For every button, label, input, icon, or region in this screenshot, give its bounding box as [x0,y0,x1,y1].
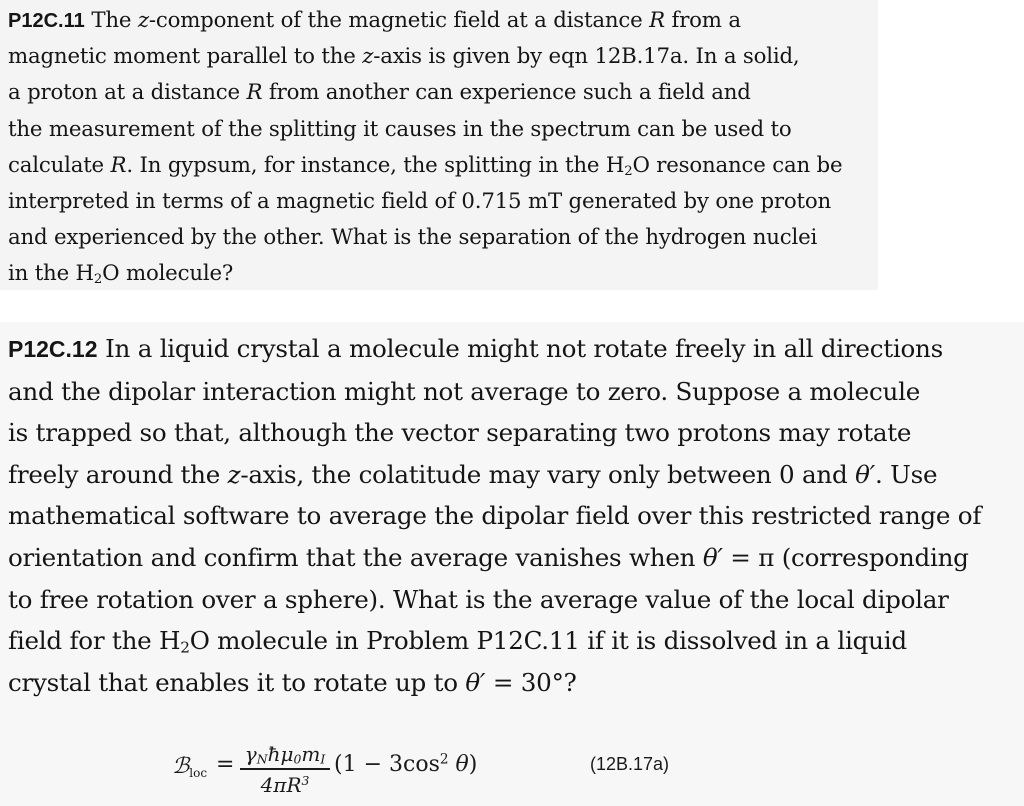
problem-line: calculate R. In gypsum, for instance, the splitting in the $H_2O$ resonance can be [8,152,843,179]
equation-reference: (12B.17a) [590,754,670,774]
equation-12b17a [172,742,692,798]
angular-factor: ($1 - 3\cos^2$ θ) [334,751,478,777]
equation-lhs [172,754,207,779]
problem-id: P12C.11 [8,10,85,32]
fraction-bar [240,768,330,770]
b-loc-subscript: loc [189,766,208,780]
fraction-denominator: $4\pi R^3$ [260,772,310,797]
problem-line: is trapped so that, although the vector separating two protons may rotate [8,418,912,448]
problem-p12c11-text [8,3,874,293]
problem-line: magnetic moment parallel to the z-axis is given by eqn 12B.17a. In a solid, [8,44,800,70]
problem-line-body: The z-component of the magnetic field at a distance R from a [91,8,741,33]
problem-line: freely around the z-axis, the colatitude may vary only between 0 and θ′. Use [8,459,938,489]
problem-p12c12-text [8,326,1020,703]
problem-line-body: In a liquid crystal a molecule might not rotate freely in all directions [105,334,944,363]
problem-line: and the dipolar interaction might not average to zero. Suppose a molecule [8,376,921,406]
equation-fraction [240,742,330,797]
problem-line: and experienced by the other. What is the separation of the hydrogen nuclei [8,225,818,251]
problem-line: a proton at a distance R from another can experience such a field and [8,80,751,106]
problem-line: in the $H_2O$ molecule? [8,261,234,288]
fraction-numerator: $\gamma_Nħ\mu_0m_I$ [244,742,326,767]
equals-sign: = [216,752,235,777]
problem-line: to free rotation over a sphere). What is the average value of the local dipolar [8,584,949,614]
problem-p12c12 [0,322,1024,806]
problem-line: mathematical software to average the dipolar field over this restricted range of [8,501,982,531]
problem-line: orientation and confirm that the average vanishes when θ′ = π (corresponding [8,542,969,572]
problem-line: field for the $H_2O$ molecule in Problem P12C.11 if it is dissolved in a liquid [8,626,907,657]
problem-line [8,3,874,39]
problem-line: crystal that enables it to rotate up to θ′ = 30°? [8,667,577,697]
problem-p12c11 [0,0,878,290]
problem-line: interpreted in terms of a magnetic field of 0.715 mT generated by one proton [8,189,832,215]
problem-id: P12C.12 [8,336,98,362]
problem-line: the measurement of the splitting it causes in the spectrum can be used to [8,116,792,142]
b-loc-symbol: ℬ [172,754,190,779]
problem-line [8,328,1020,371]
